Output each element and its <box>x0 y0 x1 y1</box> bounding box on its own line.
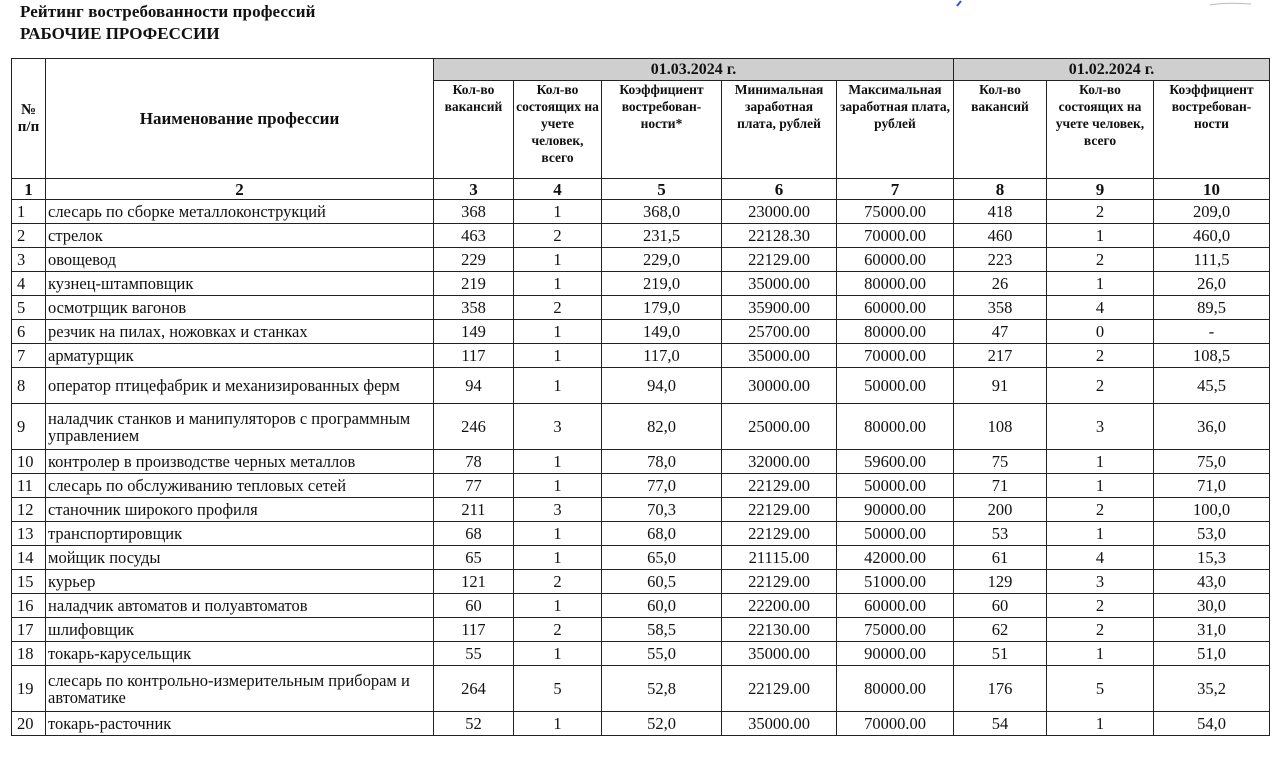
header-vacancies-prev: Кол-во вакансий <box>954 81 1047 179</box>
min-salary-cell: 22129.00 <box>722 666 837 712</box>
vacancies-cell: 65 <box>434 546 514 570</box>
min-salary-cell: 22128.30 <box>722 224 837 248</box>
coef-cell: 179,0 <box>602 296 722 320</box>
coef-cell: 60,0 <box>602 594 722 618</box>
profession-name: токарь-расточник <box>46 712 434 736</box>
profession-name: слесарь по контрольно-измерительным приборам и автоматике <box>46 666 434 712</box>
table-row <box>12 224 1270 248</box>
table-row <box>12 594 1270 618</box>
table-row <box>12 666 1270 712</box>
profession-name: наладчик станков и манипуляторов с программным управлением <box>46 404 434 450</box>
row-index: 19 <box>12 666 46 712</box>
registered-prev-cell: 4 <box>1047 296 1154 320</box>
table-row <box>12 618 1270 642</box>
registered-cell: 2 <box>514 296 602 320</box>
registered-prev-cell: 1 <box>1047 272 1154 296</box>
vacancies-prev-cell: 176 <box>954 666 1047 712</box>
profession-name: мойщик посуды <box>46 546 434 570</box>
table-body <box>12 200 1270 736</box>
registered-prev-cell: 2 <box>1047 248 1154 272</box>
coef-cell: 82,0 <box>602 404 722 450</box>
vacancies-cell: 94 <box>434 368 514 404</box>
coef-cell: 58,5 <box>602 618 722 642</box>
vacancies-prev-cell: 61 <box>954 546 1047 570</box>
min-salary-cell: 22129.00 <box>722 570 837 594</box>
vacancies-prev-cell: 26 <box>954 272 1047 296</box>
vacancies-cell: 358 <box>434 296 514 320</box>
coef-prev-cell: 89,5 <box>1154 296 1270 320</box>
vacancies-prev-cell: 91 <box>954 368 1047 404</box>
max-salary-cell: 60000.00 <box>837 248 954 272</box>
coef-prev-cell: 31,0 <box>1154 618 1270 642</box>
row-index: 11 <box>12 474 46 498</box>
table-row <box>12 570 1270 594</box>
registered-prev-cell: 2 <box>1047 368 1154 404</box>
coef-cell: 60,5 <box>602 570 722 594</box>
min-salary-cell: 22129.00 <box>722 248 837 272</box>
max-salary-cell: 60000.00 <box>837 296 954 320</box>
coef-cell: 52,0 <box>602 712 722 736</box>
registered-cell: 1 <box>514 248 602 272</box>
column-number: 4 <box>514 179 602 200</box>
coef-prev-cell: 108,5 <box>1154 344 1270 368</box>
ink-stroke <box>955 0 1255 10</box>
header-num: № п/п <box>12 59 46 179</box>
registered-prev-cell: 4 <box>1047 546 1154 570</box>
registered-prev-cell: 3 <box>1047 404 1154 450</box>
registered-cell: 2 <box>514 224 602 248</box>
table-row <box>12 474 1270 498</box>
registered-cell: 1 <box>514 272 602 296</box>
table-row <box>12 272 1270 296</box>
registered-cell: 1 <box>514 642 602 666</box>
registered-prev-cell: 2 <box>1047 618 1154 642</box>
max-salary-cell: 70000.00 <box>837 712 954 736</box>
vacancies-cell: 211 <box>434 498 514 522</box>
max-salary-cell: 90000.00 <box>837 642 954 666</box>
registered-prev-cell: 1 <box>1047 642 1154 666</box>
coef-cell: 78,0 <box>602 450 722 474</box>
registered-cell: 1 <box>514 546 602 570</box>
vacancies-cell: 149 <box>434 320 514 344</box>
coef-prev-cell: 75,0 <box>1154 450 1270 474</box>
table-row <box>12 642 1270 666</box>
table-header <box>12 59 1270 200</box>
column-number: 2 <box>46 179 434 200</box>
min-salary-cell: 22129.00 <box>722 498 837 522</box>
registered-cell: 3 <box>514 404 602 450</box>
table-row <box>12 296 1270 320</box>
profession-name: оператор птицефабрик и механизированных ферм <box>46 368 434 404</box>
coef-prev-cell: 71,0 <box>1154 474 1270 498</box>
registered-cell: 1 <box>514 320 602 344</box>
coef-cell: 55,0 <box>602 642 722 666</box>
vacancies-cell: 121 <box>434 570 514 594</box>
vacancies-cell: 229 <box>434 248 514 272</box>
header-registered: Кол-во состоящих на учете человек, всего <box>514 81 602 179</box>
registered-prev-cell: 1 <box>1047 522 1154 546</box>
coef-prev-cell: 53,0 <box>1154 522 1270 546</box>
vacancies-cell: 117 <box>434 618 514 642</box>
registered-cell: 1 <box>514 594 602 618</box>
vacancies-cell: 78 <box>434 450 514 474</box>
min-salary-cell: 22129.00 <box>722 474 837 498</box>
registered-prev-cell: 1 <box>1047 224 1154 248</box>
registered-cell: 1 <box>514 200 602 224</box>
registered-prev-cell: 1 <box>1047 450 1154 474</box>
header-min-salary: Минимальная заработная плата, рублей <box>722 81 837 179</box>
row-index: 8 <box>12 368 46 404</box>
vacancies-prev-cell: 418 <box>954 200 1047 224</box>
max-salary-cell: 75000.00 <box>837 618 954 642</box>
profession-name: стрелок <box>46 224 434 248</box>
row-index: 6 <box>12 320 46 344</box>
registered-prev-cell: 1 <box>1047 474 1154 498</box>
registered-prev-cell: 5 <box>1047 666 1154 712</box>
min-salary-cell: 35000.00 <box>722 712 837 736</box>
vacancies-prev-cell: 223 <box>954 248 1047 272</box>
coef-prev-cell: 51,0 <box>1154 642 1270 666</box>
registered-prev-cell: 2 <box>1047 200 1154 224</box>
row-index: 5 <box>12 296 46 320</box>
coef-prev-cell: 36,0 <box>1154 404 1270 450</box>
coef-cell: 117,0 <box>602 344 722 368</box>
header-date-current: 01.03.2024 г. <box>434 59 954 81</box>
coef-cell: 68,0 <box>602 522 722 546</box>
registered-cell: 1 <box>514 712 602 736</box>
header-name: Наименование профессии <box>46 59 434 179</box>
header-registered-prev: Кол-во состоящих на учете человек, всего <box>1047 81 1154 179</box>
profession-name: кузнец-штамповщик <box>46 272 434 296</box>
profession-name: курьер <box>46 570 434 594</box>
vacancies-cell: 368 <box>434 200 514 224</box>
header-coef: Коэффициент востребован-ности* <box>602 81 722 179</box>
max-salary-cell: 51000.00 <box>837 570 954 594</box>
max-salary-cell: 80000.00 <box>837 666 954 712</box>
max-salary-cell: 80000.00 <box>837 404 954 450</box>
vacancies-cell: 463 <box>434 224 514 248</box>
header-vacancies: Кол-во вакансий <box>434 81 514 179</box>
coef-prev-cell: 30,0 <box>1154 594 1270 618</box>
registered-cell: 1 <box>514 450 602 474</box>
min-salary-cell: 25700.00 <box>722 320 837 344</box>
column-number: 1 <box>12 179 46 200</box>
coef-prev-cell: - <box>1154 320 1270 344</box>
max-salary-cell: 50000.00 <box>837 368 954 404</box>
max-salary-cell: 50000.00 <box>837 474 954 498</box>
min-salary-cell: 25000.00 <box>722 404 837 450</box>
row-index: 14 <box>12 546 46 570</box>
max-salary-cell: 42000.00 <box>837 546 954 570</box>
vacancies-cell: 52 <box>434 712 514 736</box>
header-max-salary: Максимальная заработная плата, рублей <box>837 81 954 179</box>
header-date-prev: 01.02.2024 г. <box>954 59 1270 81</box>
table-row <box>12 522 1270 546</box>
max-salary-cell: 70000.00 <box>837 224 954 248</box>
registered-cell: 3 <box>514 498 602 522</box>
registered-cell: 1 <box>514 522 602 546</box>
vacancies-prev-cell: 358 <box>954 296 1047 320</box>
document-title: Рейтинг востребованности профессий <box>20 2 316 21</box>
row-index: 10 <box>12 450 46 474</box>
vacancies-prev-cell: 460 <box>954 224 1047 248</box>
table-row <box>12 450 1270 474</box>
profession-name: токарь-карусельщик <box>46 642 434 666</box>
column-number: 5 <box>602 179 722 200</box>
row-index: 17 <box>12 618 46 642</box>
max-salary-cell: 90000.00 <box>837 498 954 522</box>
min-salary-cell: 32000.00 <box>722 450 837 474</box>
table-row <box>12 344 1270 368</box>
registered-cell: 5 <box>514 666 602 712</box>
column-number: 9 <box>1047 179 1154 200</box>
vacancies-prev-cell: 200 <box>954 498 1047 522</box>
profession-name: контролер в производстве черных металлов <box>46 450 434 474</box>
min-salary-cell: 22129.00 <box>722 522 837 546</box>
min-salary-cell: 22200.00 <box>722 594 837 618</box>
vacancies-prev-cell: 217 <box>954 344 1047 368</box>
min-salary-cell: 35000.00 <box>722 344 837 368</box>
coef-cell: 149,0 <box>602 320 722 344</box>
vacancies-cell: 68 <box>434 522 514 546</box>
profession-name: осмотрщик вагонов <box>46 296 434 320</box>
table-row <box>12 200 1270 224</box>
row-index: 9 <box>12 404 46 450</box>
table-row <box>12 498 1270 522</box>
row-index: 7 <box>12 344 46 368</box>
coef-prev-cell: 460,0 <box>1154 224 1270 248</box>
table-row <box>12 712 1270 736</box>
vacancies-prev-cell: 71 <box>954 474 1047 498</box>
row-index: 15 <box>12 570 46 594</box>
registered-cell: 1 <box>514 368 602 404</box>
row-index: 16 <box>12 594 46 618</box>
header-coef-prev: Коэффициент востребован-ности <box>1154 81 1270 179</box>
min-salary-cell: 35000.00 <box>722 642 837 666</box>
table-row <box>12 546 1270 570</box>
min-salary-cell: 23000.00 <box>722 200 837 224</box>
coef-cell: 70,3 <box>602 498 722 522</box>
coef-prev-cell: 111,5 <box>1154 248 1270 272</box>
table-row <box>12 368 1270 404</box>
registered-prev-cell: 1 <box>1047 712 1154 736</box>
min-salary-cell: 35900.00 <box>722 296 837 320</box>
coef-cell: 94,0 <box>602 368 722 404</box>
coef-prev-cell: 54,0 <box>1154 712 1270 736</box>
coef-cell: 231,5 <box>602 224 722 248</box>
row-index: 18 <box>12 642 46 666</box>
registered-prev-cell: 3 <box>1047 570 1154 594</box>
profession-name: шлифовщик <box>46 618 434 642</box>
coef-prev-cell: 35,2 <box>1154 666 1270 712</box>
max-salary-cell: 75000.00 <box>837 200 954 224</box>
profession-name: резчик на пилах, ножовках и станках <box>46 320 434 344</box>
column-number: 8 <box>954 179 1047 200</box>
min-salary-cell: 21115.00 <box>722 546 837 570</box>
max-salary-cell: 50000.00 <box>837 522 954 546</box>
column-number: 7 <box>837 179 954 200</box>
coef-prev-cell: 45,5 <box>1154 368 1270 404</box>
row-index: 1 <box>12 200 46 224</box>
vacancies-prev-cell: 108 <box>954 404 1047 450</box>
column-number: 6 <box>722 179 837 200</box>
table-row <box>12 248 1270 272</box>
vacancies-prev-cell: 62 <box>954 618 1047 642</box>
registered-prev-cell: 2 <box>1047 344 1154 368</box>
coef-cell: 229,0 <box>602 248 722 272</box>
registered-cell: 2 <box>514 618 602 642</box>
coef-prev-cell: 15,3 <box>1154 546 1270 570</box>
coef-prev-cell: 209,0 <box>1154 200 1270 224</box>
vacancies-prev-cell: 54 <box>954 712 1047 736</box>
registered-cell: 1 <box>514 474 602 498</box>
vacancies-cell: 55 <box>434 642 514 666</box>
max-salary-cell: 60000.00 <box>837 594 954 618</box>
column-number: 10 <box>1154 179 1270 200</box>
max-salary-cell: 80000.00 <box>837 272 954 296</box>
profession-name: наладчик автоматов и полуавтоматов <box>46 594 434 618</box>
vacancies-cell: 77 <box>434 474 514 498</box>
min-salary-cell: 35000.00 <box>722 272 837 296</box>
coef-prev-cell: 26,0 <box>1154 272 1270 296</box>
vacancies-cell: 219 <box>434 272 514 296</box>
vacancies-prev-cell: 129 <box>954 570 1047 594</box>
vacancies-prev-cell: 53 <box>954 522 1047 546</box>
profession-rating-table <box>11 58 1270 736</box>
coef-cell: 65,0 <box>602 546 722 570</box>
profession-name: слесарь по обслуживанию тепловых сетей <box>46 474 434 498</box>
row-index: 12 <box>12 498 46 522</box>
coef-cell: 368,0 <box>602 200 722 224</box>
registered-prev-cell: 2 <box>1047 594 1154 618</box>
coef-prev-cell: 100,0 <box>1154 498 1270 522</box>
row-index: 2 <box>12 224 46 248</box>
table-row <box>12 320 1270 344</box>
min-salary-cell: 30000.00 <box>722 368 837 404</box>
min-salary-cell: 22130.00 <box>722 618 837 642</box>
profession-name: арматурщик <box>46 344 434 368</box>
registered-prev-cell: 2 <box>1047 498 1154 522</box>
column-number: 3 <box>434 179 514 200</box>
vacancies-prev-cell: 47 <box>954 320 1047 344</box>
profession-name: станочник широкого профиля <box>46 498 434 522</box>
coef-cell: 77,0 <box>602 474 722 498</box>
profession-name: овощевод <box>46 248 434 272</box>
registered-cell: 2 <box>514 570 602 594</box>
vacancies-prev-cell: 51 <box>954 642 1047 666</box>
vacancies-cell: 246 <box>434 404 514 450</box>
vacancies-cell: 117 <box>434 344 514 368</box>
profession-name: слесарь по сборке металлоконструкций <box>46 200 434 224</box>
vacancies-cell: 264 <box>434 666 514 712</box>
max-salary-cell: 59600.00 <box>837 450 954 474</box>
row-index: 3 <box>12 248 46 272</box>
vacancies-prev-cell: 75 <box>954 450 1047 474</box>
max-salary-cell: 80000.00 <box>837 320 954 344</box>
vacancies-prev-cell: 60 <box>954 594 1047 618</box>
table-row <box>12 404 1270 450</box>
max-salary-cell: 70000.00 <box>837 344 954 368</box>
row-index: 20 <box>12 712 46 736</box>
registered-prev-cell: 0 <box>1047 320 1154 344</box>
vacancies-cell: 60 <box>434 594 514 618</box>
row-index: 13 <box>12 522 46 546</box>
profession-name: транспортировщик <box>46 522 434 546</box>
row-index: 4 <box>12 272 46 296</box>
coef-cell: 219,0 <box>602 272 722 296</box>
coef-cell: 52,8 <box>602 666 722 712</box>
document-subtitle: РАБОЧИЕ ПРОФЕССИИ <box>20 24 220 43</box>
coef-prev-cell: 43,0 <box>1154 570 1270 594</box>
registered-cell: 1 <box>514 344 602 368</box>
